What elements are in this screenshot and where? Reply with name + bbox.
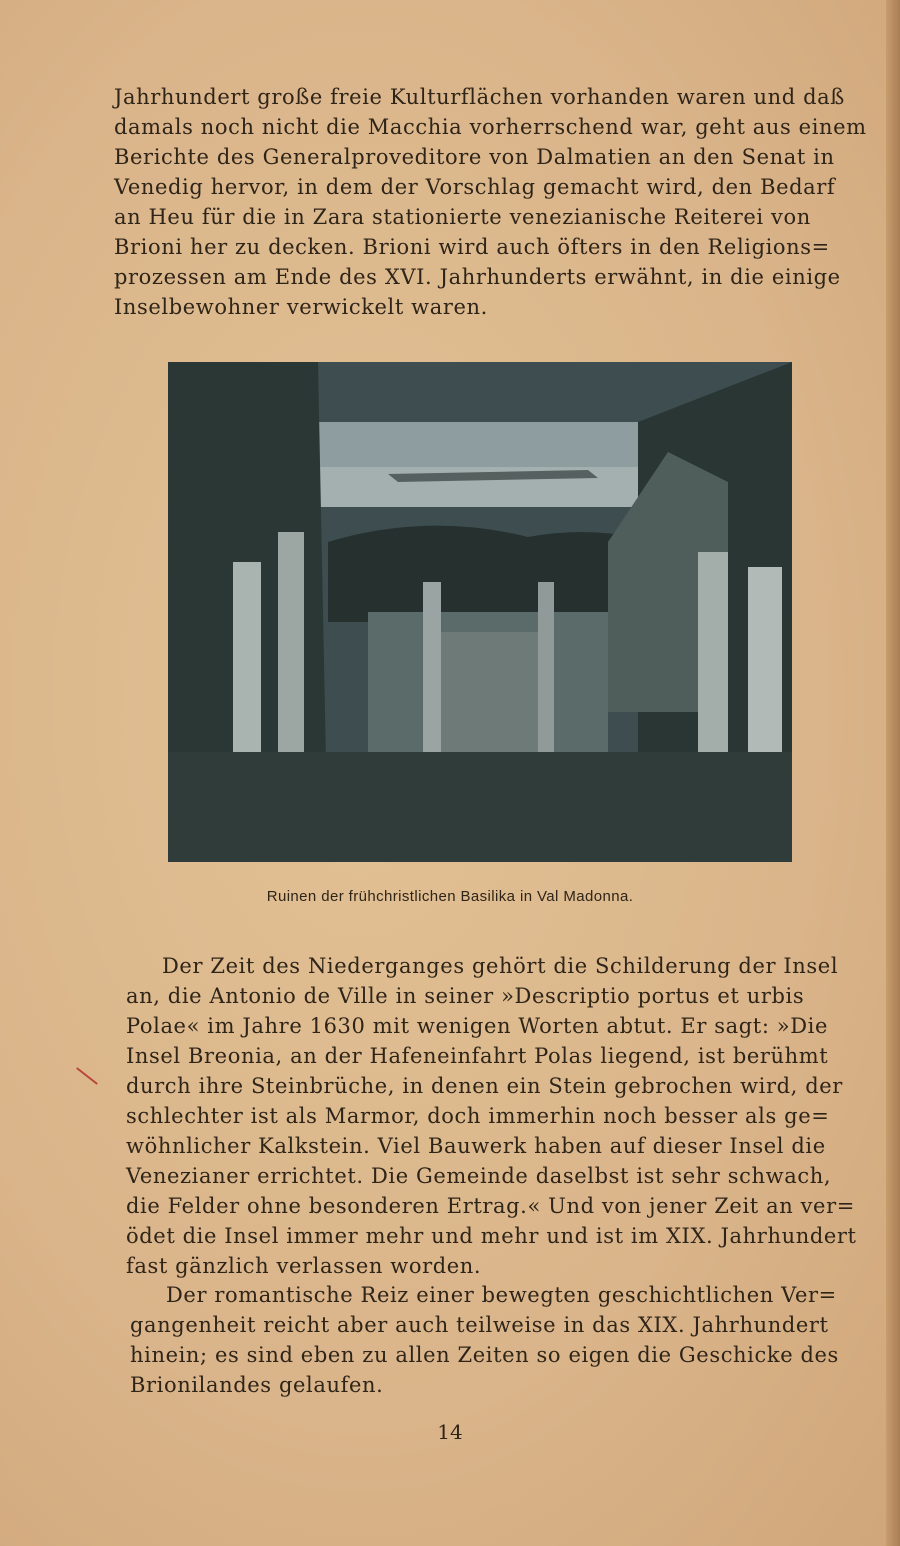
paragraph-1 (114, 82, 867, 322)
text-line: Inselbewohner verwickelt waren. (114, 295, 488, 319)
text-line: Polae« im Jahre 1630 mit wenigen Worten abtut. Er sagt: »Die (126, 1014, 829, 1038)
basilica-ruins-photo (168, 362, 792, 862)
text-line: Brionilandes gelaufen. (130, 1373, 384, 1397)
text-line: Insel Breonia, an der Hafeneinfahrt Polas liegend, ist berühmt (126, 1044, 829, 1068)
text-line: an Heu für die in Zara stationierte venezianische Reiterei von (114, 205, 811, 229)
text-line: durch ihre Steinbrüche, in denen ein Stein gebrochen wird, der (126, 1074, 843, 1098)
text-line: an, die Antonio de Ville in seiner »Descriptio portus et urbis (126, 984, 805, 1008)
figure-caption: Ruinen der frühchristlichen Basilika in Val Madonna. (266, 888, 634, 905)
text-line: ödet die Insel immer mehr und mehr und ist im XIX. Jahrhundert (126, 1224, 857, 1248)
text-line: Brioni her zu decken. Brioni wird auch öfters in den Religions= (114, 235, 830, 259)
text-line: Berichte des Generalproveditore von Dalmatien an den Senat in (114, 145, 835, 169)
paragraph-3 (130, 1280, 848, 1400)
page-number: 14 (437, 1420, 463, 1444)
text-line: schlechter ist als Marmor, doch immerhin noch besser als ge= (126, 1104, 830, 1128)
page-edge (886, 0, 900, 1546)
text-line: gangenheit reicht aber auch teilweise in das XIX. Jahrhundert (130, 1313, 829, 1337)
text-line: die Felder ohne besonderen Ertrag.« Und von jener Zeit an ver= (126, 1194, 855, 1218)
text-line: Der romantische Reiz einer bewegten geschichtlichen Ver= (166, 1283, 837, 1307)
text-line: prozessen am Ende des XVI. Jahrhunderts erwähnt, in die einige (114, 265, 841, 289)
text-line: fast gänzlich verlassen worden. (126, 1254, 482, 1278)
text-line: damals noch nicht die Macchia vorherrschend war, geht aus einem (114, 115, 867, 139)
text-line: Jahrhundert große freie Kulturflächen vorhanden waren und daß (114, 85, 845, 109)
text-line: hinein; es sind eben zu allen Zeiten so eigen die Geschicke des (130, 1343, 839, 1367)
paragraph-2 (126, 951, 857, 1281)
text-line: wöhnlicher Kalkstein. Viel Bauwerk haben auf dieser Insel die (126, 1134, 826, 1158)
pencil-mark (76, 1067, 98, 1085)
photo-illustration (168, 362, 792, 862)
text-line: Venedig hervor, in dem der Vorschlag gemacht wird, den Bedarf (114, 175, 836, 199)
text-line: Der Zeit des Niederganges gehört die Schilderung der Insel (162, 954, 839, 978)
text-line: Venezianer errichtet. Die Gemeinde daselbst ist sehr schwach, (126, 1164, 832, 1188)
